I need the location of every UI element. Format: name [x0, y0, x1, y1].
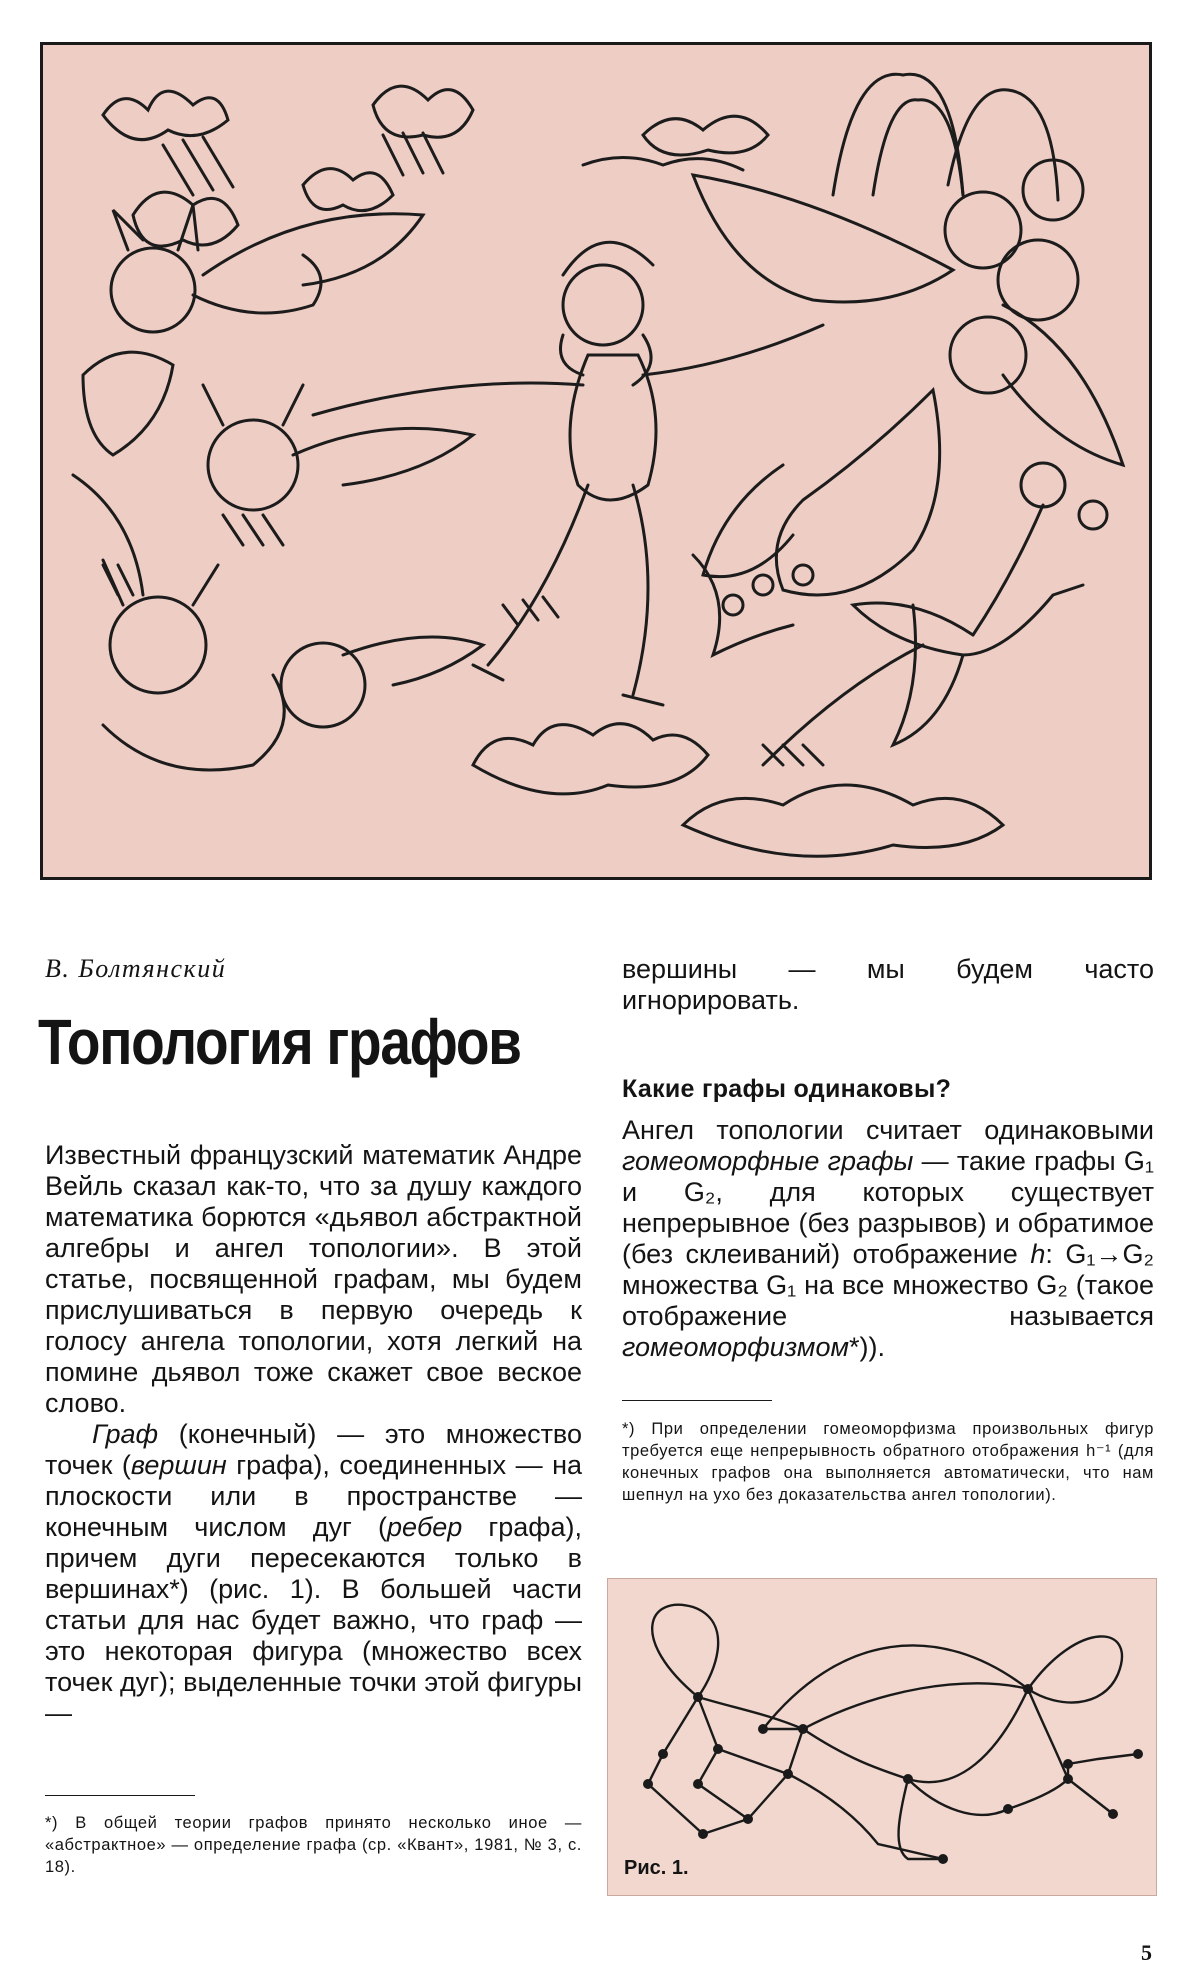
graph-edge-left-c [718, 1749, 788, 1774]
figure-graph [607, 1578, 1157, 1896]
term-graph: Граф [92, 1419, 159, 1449]
page-number: 5 [1141, 1940, 1152, 1965]
graph-vertex [693, 1779, 703, 1789]
footnote-divider-left [45, 1795, 195, 1796]
graph-vertex [758, 1724, 768, 1734]
term-mapping-h: h [1030, 1239, 1046, 1269]
term-vertices: вершин [130, 1450, 227, 1480]
paragraph-homeomorphic: Ангел топологии считает одинаковыми гомеоморфные графы — такие графы G₁ и G₂, для которых существует непрерывное (без разрывов) и обратимое (без склеиваний) отображение h: G₁→G₂ множества G₁ на все множество G₂ (такое отображение называется гомеоморфизмом*)). [622, 1115, 1155, 1362]
graph-vertex [1063, 1774, 1073, 1784]
graph-edge-loop-left [652, 1605, 718, 1697]
graph-edge-upper-arc [763, 1645, 1028, 1729]
graph-vertex [798, 1724, 808, 1734]
figure-caption: Рис. 1. [624, 1857, 689, 1879]
illustration-drawing [43, 45, 1149, 877]
term-homeomorphic-graphs: гомеоморфные графы [622, 1146, 914, 1176]
paragraph-intro: Известный французский математик Андре Вейль сказал как-то, что за душу каждого математика борются «дьявол абстрактной алгебры и ангел топологии». В этой статье, посвященной графам, мы будем прислушиваться в первую очередь к голосу ангела топологии, хотя легкий на помине дьявол тоже скажет свое веское слово. [45, 1140, 582, 1418]
paragraph-graph-definition: Граф (конечный) — это множество точек (вершин графа), соединенных — на плоскости или в пространстве — конечным числом дуг (ребер графа), причем дуги пересекаются только в вершинах*) (рис. 1). В большей части статьи для нас будет важно, что граф — это некоторая фигура (множество всех точек дуг); выделенные точки этой фигуры — [45, 1419, 583, 1728]
graph-edge-lower-arc [803, 1689, 1028, 1782]
right-column [622, 954, 1154, 1363]
author-name: В. Болтянский [45, 954, 227, 983]
graph-edge-left-b [698, 1697, 803, 1819]
graph-vertex [903, 1774, 913, 1784]
footnote-left: *) В общей теории графов принято несколько иное — «абстрактное» — определение графа (ср. «Квант», 1981, № 3, с. 18). [45, 1814, 582, 1876]
graph-vertex [783, 1769, 793, 1779]
graph-vertex [1108, 1809, 1118, 1819]
graph-vertex [938, 1854, 948, 1864]
graph-vertex [1133, 1749, 1143, 1759]
graph-vertex [1003, 1804, 1013, 1814]
term-homeomorphism: гомеоморфизмом [622, 1332, 849, 1362]
illustration-angel-devil [40, 42, 1152, 880]
graph-vertex [1023, 1684, 1033, 1694]
graph-edge-left-d [703, 1819, 748, 1834]
article-title: Топология графов [38, 1006, 521, 1078]
graph-edge-cross [803, 1683, 1028, 1729]
footnote-right: *) При определении гомеоморфизма произвольных фигур требуется еще непрерывность обратного отображения h⁻¹ (для конечных графов она выполняется автоматически, что нам шепнул на ухо без доказательства ангел топологии). [622, 1420, 1154, 1504]
graph-edge-loop-right [1028, 1636, 1122, 1702]
left-column [45, 1140, 582, 1729]
graph-vertex [698, 1829, 708, 1839]
graph-edge-right-spur [1068, 1754, 1138, 1779]
graph-vertex [643, 1779, 653, 1789]
section-heading: Какие графы одинаковы? [622, 1075, 952, 1103]
graph-edge-left-f [788, 1774, 943, 1859]
graph-edge-bottom [908, 1779, 1068, 1815]
footnote-divider-right [622, 1400, 772, 1401]
term-edges: ребер [386, 1512, 463, 1542]
graph-vertex [713, 1744, 723, 1754]
paragraph-continuation: вершины — мы будем часто игнорировать. [622, 954, 1154, 1015]
graph-vertex [1063, 1759, 1073, 1769]
graph-vertex [693, 1692, 703, 1702]
graph-edge-left-a [648, 1697, 703, 1834]
graph-edge-right-tail [1068, 1779, 1113, 1814]
graph-vertex [658, 1749, 668, 1759]
graph-vertex [743, 1814, 753, 1824]
graph-drawing [608, 1579, 1158, 1897]
